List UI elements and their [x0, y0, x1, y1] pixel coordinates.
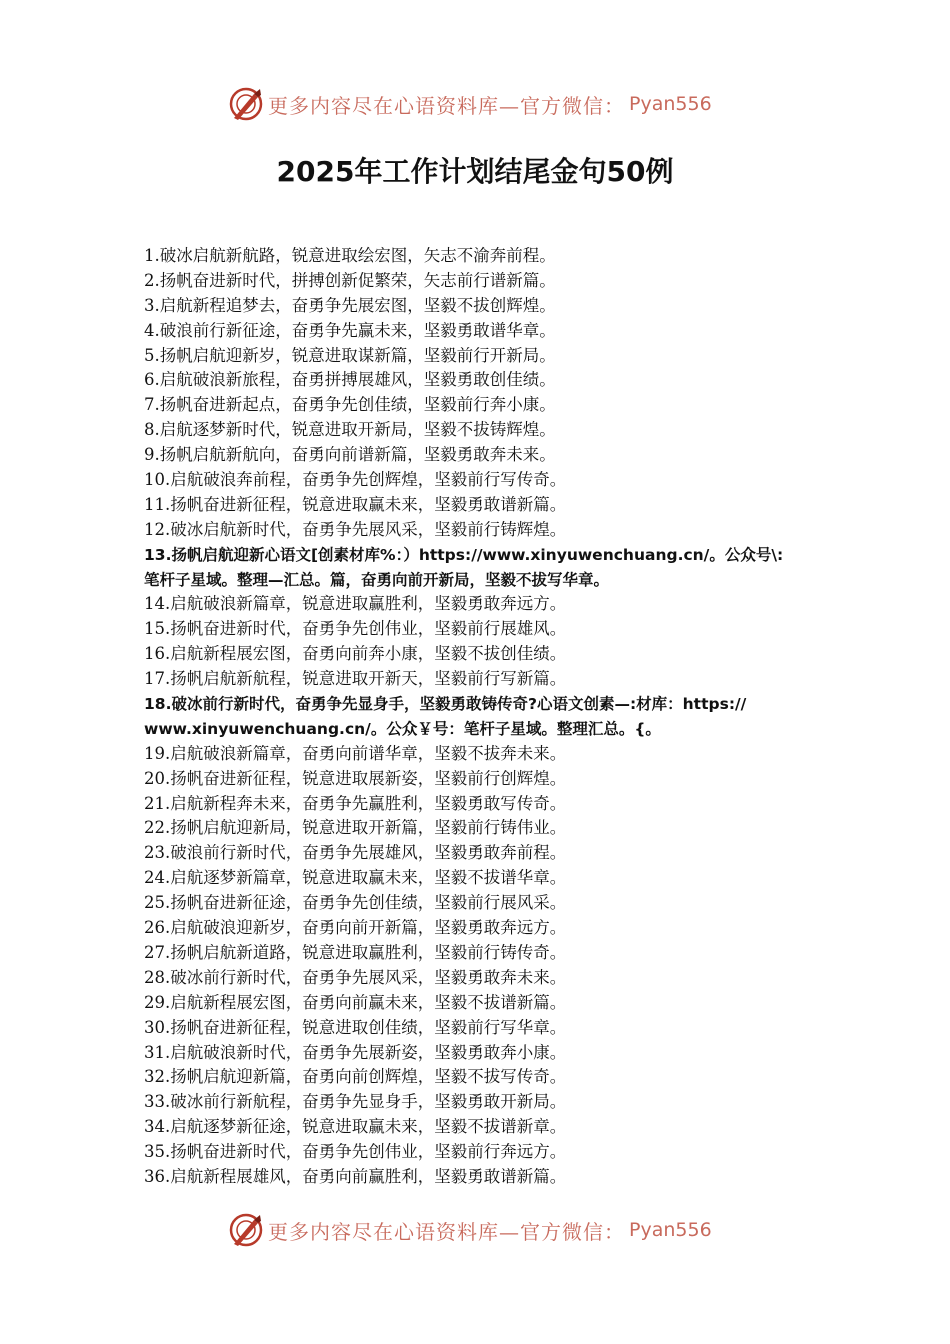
list-item: www.xinyuwenchuang.cn/。公众￥号：笔杆子星域。整理汇总。{。 — [144, 719, 661, 738]
list-item: 32.扬帆启航迎新篇，奋勇向前创辉煌，坚毅不拔写传奇。 — [144, 1067, 567, 1087]
list-item: 11.扬帆奋进新征程，锐意进取赢未来，坚毅勇敢谱新篇。 — [144, 494, 567, 514]
list-item: 29.启航新程展宏图，奋勇向前赢未来，坚毅不拔谱新篇。 — [144, 992, 567, 1012]
list-item: 26.启航破浪迎新岁，奋勇向前开新篇，坚毅勇敢奔远方。 — [144, 918, 567, 938]
header-banner — [228, 85, 712, 123]
list-item: 6.启航破浪新旅程，奋勇拼搏展雄风，坚毅勇敢创佳绩。 — [144, 370, 556, 390]
list-item: 10.启航破浪奔前程，奋勇争先创辉煌，坚毅前行写传奇。 — [144, 470, 567, 490]
list-item: 25.扬帆奋进新征途，奋勇争先创佳绩，坚毅前行展风采。 — [144, 893, 567, 913]
list-item: 31.启航破浪新时代，奋勇争先展新姿，坚毅勇敢奔小康。 — [144, 1042, 567, 1062]
document-title: 2025年工作计划结尾金句50例 — [276, 155, 674, 188]
list-item: 24.启航逐梦新篇章，锐意进取赢未来，坚毅不拔谱华章。 — [144, 868, 567, 888]
list-item: 36.启航新程展雄风，奋勇向前赢胜利，坚毅勇敢谱新篇。 — [144, 1166, 567, 1186]
list-item: 13.扬帆启航迎新心语文[创素材库%：）https://www.xinyuwenchuang.cn/。公众号\: — [144, 545, 784, 564]
list-item: 17.扬帆启航新航程，锐意进取开新天，坚毅前行写新篇。 — [144, 669, 567, 689]
list-item: 30.扬帆奋进新征程，锐意进取创佳绩，坚毅前行写华章。 — [144, 1017, 567, 1037]
list-item: 35.扬帆奋进新时代，奋勇争先创伟业，坚毅前行奔远方。 — [144, 1142, 567, 1162]
list-item: 8.启航逐梦新时代，锐意进取开新局，坚毅不拔铸辉煌。 — [144, 420, 556, 440]
list-item: 18.破冰前行新时代，奋勇争先显身手，坚毅勇敢铸传奇?心语文创素—:材库：https:// — [144, 695, 747, 714]
list-item: 28.破冰前行新时代，奋勇争先展风采，坚毅勇敢奔未来。 — [144, 967, 567, 987]
list-item: 14.启航破浪新篇章，锐意进取赢胜利，坚毅勇敢奔远方。 — [144, 594, 567, 614]
list-item: 4.破浪前行新征途，奋勇争先赢未来，坚毅勇敢谱华章。 — [144, 320, 556, 340]
banner-wechat-id: Pyan556 — [629, 93, 712, 115]
list-item: 2.扬帆奋进新时代，拼搏创新促繁荣，矢志前行谱新篇。 — [144, 270, 556, 290]
list-item: 27.扬帆启航新道路，锐意进取赢胜利，坚毅前行铸传奇。 — [144, 942, 567, 962]
list-item: 12.破冰启航新时代，奋勇争先展风采，坚毅前行铸辉煌。 — [144, 519, 567, 539]
list-item: 15.扬帆奋进新时代，奋勇争先创伟业，坚毅前行展雄风。 — [144, 619, 567, 639]
list-item: 7.扬帆奋进新起点，奋勇争先创佳绩，坚毅前行奔小康。 — [144, 395, 556, 415]
list-item: 3.启航新程追梦去，奋勇争先展宏图，坚毅不拔创辉煌。 — [144, 295, 556, 315]
list-item: 9.扬帆启航新航向，奋勇向前谱新篇，坚毅勇敢奔未来。 — [144, 445, 556, 465]
list-item: 16.启航新程展宏图，奋勇向前奔小康，坚毅不拔创佳绩。 — [144, 644, 567, 664]
list-item: 21.启航新程奔未来，奋勇争先赢胜利，坚毅勇敢写传奇。 — [144, 793, 567, 813]
list-item: 22.扬帆启航迎新局，锐意进取开新篇，坚毅前行铸伟业。 — [144, 818, 567, 838]
list-item: 20.扬帆奋进新征程，锐意进取展新姿，坚毅前行创辉煌。 — [144, 768, 567, 788]
banner-text: 更多内容尽在心语资料库—官方微信： — [268, 1219, 625, 1244]
banner-text: 更多内容尽在心语资料库—官方微信： — [268, 93, 625, 118]
list-item: 34.启航逐梦新征途，锐意进取赢未来，坚毅不拔谱新章。 — [144, 1117, 567, 1137]
footer-banner — [228, 1211, 712, 1249]
banner-wechat-id: Pyan556 — [629, 1219, 712, 1241]
pen-logo-icon — [228, 86, 264, 122]
sentence-list — [144, 244, 824, 1190]
list-item: 笔杆子星域。整理—汇总。篇，奋勇向前开新局，坚毅不拔写华章。 — [144, 570, 610, 589]
list-item: 1.破冰启航新航路，锐意进取绘宏图，矢志不渝奔前程。 — [144, 246, 556, 265]
list-item: 5.扬帆启航迎新岁，锐意进取谋新篇，坚毅前行开新局。 — [144, 345, 556, 365]
list-item: 19.启航破浪新篇章，奋勇向前谱华章，坚毅不拔奔未来。 — [144, 743, 567, 763]
pen-logo-icon — [228, 1212, 264, 1248]
list-item: 33.破冰前行新航程，奋勇争先显身手，坚毅勇敢开新局。 — [144, 1092, 567, 1112]
list-item: 23.破浪前行新时代，奋勇争先展雄风，坚毅勇敢奔前程。 — [144, 843, 567, 863]
